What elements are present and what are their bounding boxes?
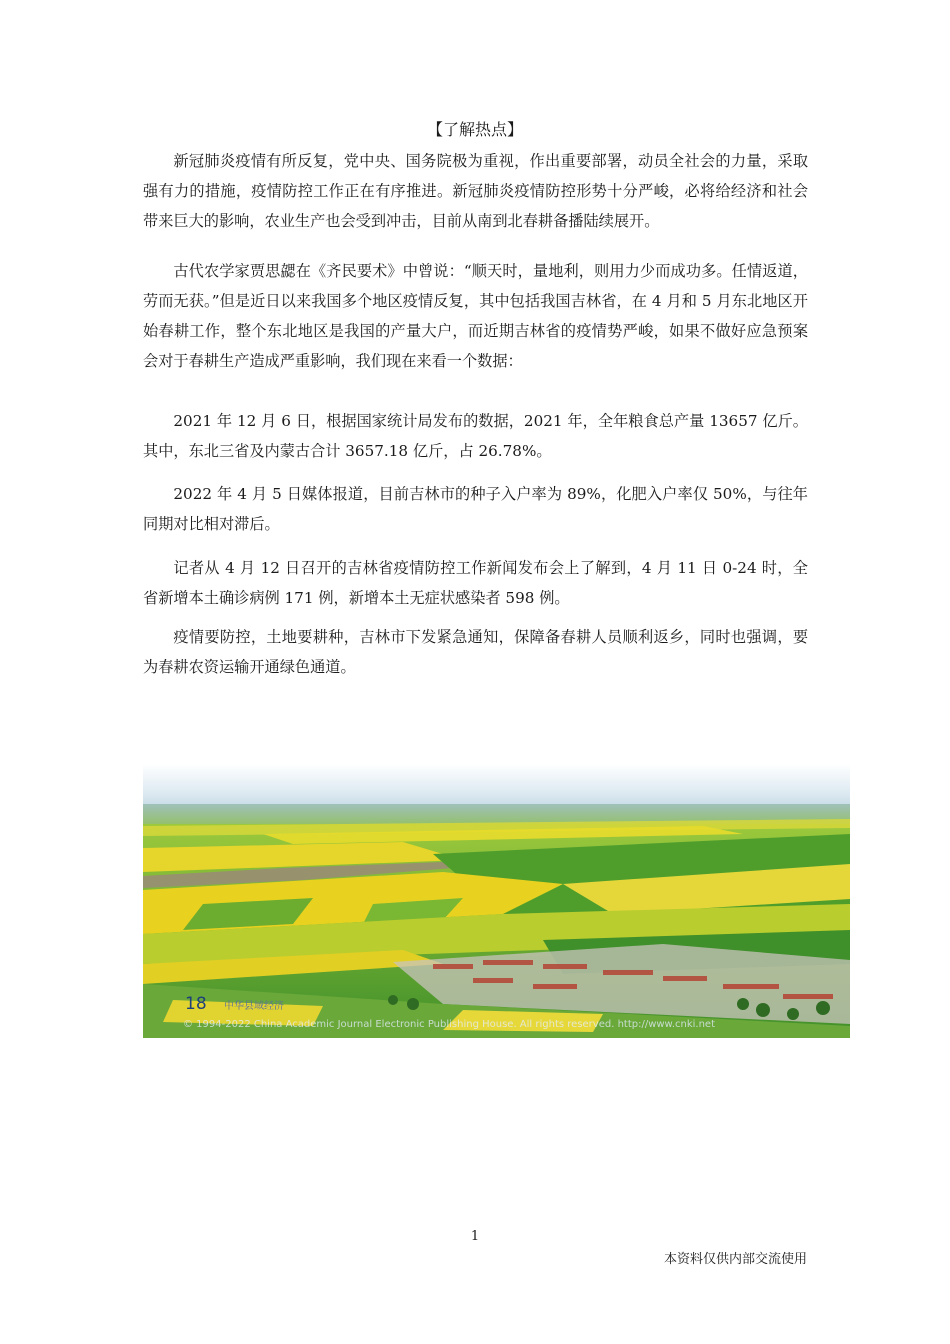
paragraph: 古代农学家贾思勰在《齐民要术》中曾说：“顺天时，量地利，则用力少而成功多。任情返道，劳而无获。”但是近日以来我国多个地区疫情反复，其中包括我国吉林省，在 4 月和 5 月东北地区开始春耕工作，整个东北地区是我国的产量大户，而近期吉林省的疫情势严峻，如果不做好应急预案会对于春耕生产造成严重影响，我们现在来看一个数据： bbox=[143, 262, 808, 370]
caption-number: 18 bbox=[185, 994, 207, 1014]
farmland-photo bbox=[143, 764, 850, 1038]
paragraph: 疫情要防控，土地要耕种，吉林市下发紧急通知，保障备春耕人员顺利返乡，同时也强调，要为春耕农资运输开通绿色通道。 bbox=[143, 628, 808, 676]
paragraph: 新冠肺炎疫情有所反复，党中央、国务院极为重视，作出重要部署，动员全社会的力量，采取强有力的措施，疫情防控工作正在有序推进。新冠肺炎疫情防控形势十分严峻，必将给经济和社会带来巨大的影响，农业生产也会受到冲击，目前从南到北春耕备播陆续展开。 bbox=[143, 152, 808, 230]
photo-caption bbox=[185, 994, 284, 1014]
footer-note: 本资料仅供内部交流使用 bbox=[663, 1252, 807, 1267]
copyright-watermark: © 1994-2022 China Academic Journal Electronic Publishing House. All rights reserved. http://www.cnki.net bbox=[183, 1019, 715, 1030]
paragraph: 记者从 4 月 12 日召开的吉林省疫情防控工作新闻发布会上了解到，4 月 11 日 0-24 时，全省新增本土确诊病例 171 例，新增本土无症状感染者 598 例。 bbox=[143, 559, 808, 607]
section-heading: 【了解热点】 bbox=[426, 120, 523, 139]
page-number: 1 bbox=[470, 1229, 480, 1244]
paragraph: 2021 年 12 月 6 日，根据国家统计局发布的数据，2021 年，全年粮食总产量 13657 亿斤。其中，东北三省及内蒙古合计 3657.18 亿斤，占 26.78%。 bbox=[143, 412, 808, 460]
caption-title: 中华县域经济 bbox=[224, 1001, 285, 1012]
paragraph: 2022 年 4 月 5 日媒体报道，目前吉林市的种子入户率为 89%，化肥入户率仅 50%，与往年同期对比相对滞后。 bbox=[143, 485, 808, 533]
